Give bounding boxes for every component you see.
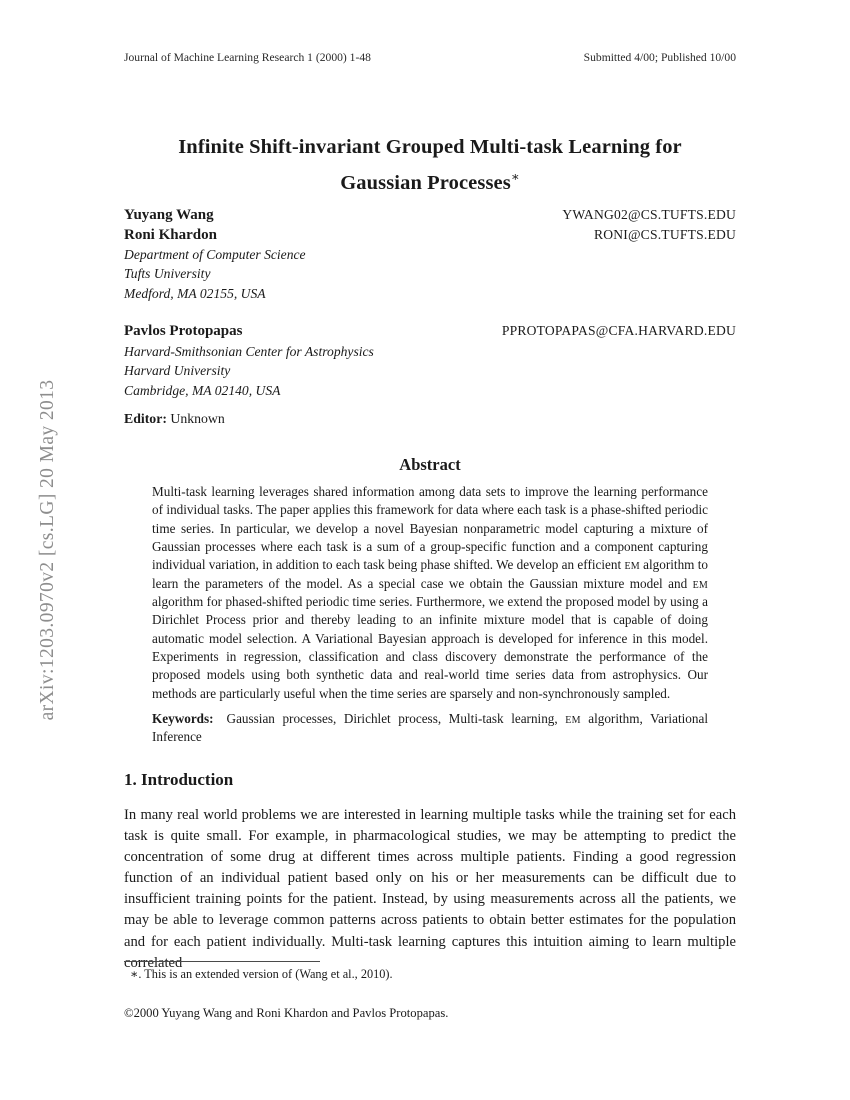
section-heading-introduction: 1. Introduction <box>124 770 234 789</box>
abstract-paragraph: Multi-task learning leverages shared information among data sets to improve the learning performance of individual tasks. The paper applies this framework for data where each task is a phase-shifted periodic time series. In particular, we develop a novel Bayesian nonparametric model capturing a mixture of Gaussian processes where each task is a sum of a group-specific function and a component capturing individual variation, in addition to each task being phase shifted. We develop an efficient em algorithm to learn the parameters of the model. As a special case we obtain the Gaussian mixture model and em algorithm for phased-shifted periodic time series. Furthermore, we extend the proposed model by using a Dirichlet Process prior and thereby leading to an infinite mixture model that is capable of doing automatic model selection. A Variational Bayesian approach is developed for inference in this model. Experiments in regression, classification and class discovery demonstrate the performance of the proposed models using both synthetic data and real-world time series data from astrophysics. Our methods are particularly useful when the time series are sparsely and non-synchronously sampled. <box>152 484 708 701</box>
footnote-text: ∗. This is an extended version of (Wang et al., 2010). <box>130 967 393 981</box>
keywords-smallcaps-em: em <box>565 711 581 727</box>
keywords-line: Keywords: Gaussian processes, Dirichlet process, Multi-task learning, em algorithm, Variational Inference <box>152 711 708 745</box>
author-email[interactable]: RONI@CS.TUFTS.EDU <box>593 226 736 242</box>
title-line-1: Infinite Shift-invariant Grouped Multi-task Learning for <box>178 136 682 158</box>
affiliation-line: Harvard-Smithsonian Center for Astrophysics <box>124 343 374 359</box>
affiliation-line: Tufts University <box>124 266 211 282</box>
arxiv-stamp <box>0 0 96 1100</box>
title-footnote-marker: ∗ <box>510 169 520 184</box>
arxiv-stamp-text: arXiv:1203.0970v2 [cs.LG] 20 May 2013 <box>37 379 58 721</box>
abstract-body <box>152 483 708 747</box>
running-head <box>124 51 736 64</box>
author-group-1 <box>124 206 736 303</box>
author-group-2 <box>124 322 736 400</box>
author-row <box>124 322 736 342</box>
author-email[interactable]: YWANG02@CS.TUFTS.EDU <box>562 207 736 222</box>
title-line-2-text: Gaussian Processes <box>340 171 511 194</box>
running-head-right: Submitted 4/00; Published 10/00 <box>583 51 736 64</box>
affiliation-line: Cambridge, MA 02140, USA <box>124 382 281 398</box>
keywords-label: Keywords: <box>152 711 214 727</box>
title-line-2 <box>124 162 736 198</box>
author-block <box>124 206 736 400</box>
editor-label: Editor: <box>124 411 167 426</box>
copyright-line: ©2000 Yuyang Wang and Roni Khardon and Pavlos Protopapas. <box>124 1006 449 1020</box>
author-row <box>124 226 736 246</box>
affiliation-line: Department of Computer Science <box>124 247 306 262</box>
affiliation-line: Harvard University <box>124 363 231 379</box>
author-name: Roni Khardon <box>124 226 217 243</box>
author-name: Yuyang Wang <box>124 207 214 223</box>
introduction-body <box>124 805 736 974</box>
editor-value: Unknown <box>170 411 225 426</box>
abstract-smallcaps-em: em <box>624 557 640 573</box>
abstract-smallcaps-em: em <box>692 575 708 591</box>
page-title <box>124 133 736 198</box>
footnote-rule <box>124 961 320 962</box>
introduction-paragraph: In many real world problems we are interested in learning multiple tasks while the training set for each task is quite small. For example, in pharmacological studies, we may be attempting to predict the concentration of some drug at different times across multiple patients. Finding a good regression function of an individual patient based only on his or her measurements can be difficult due to insufficient training points for the patient. Instead, by using measurements across all the patients, we may be able to leverage common patterns across patients to obtain better estimates for the population and for each patient individually. Multi-task learning captures this intuition aiming to learn multiple correlated <box>124 807 736 971</box>
affiliation-line: Medford, MA 02155, USA <box>124 285 266 301</box>
author-email[interactable]: PPROTOPAPAS@CFA.HARVARD.EDU <box>501 323 736 339</box>
abstract-heading: Abstract <box>399 455 461 474</box>
running-head-left: Journal of Machine Learning Research 1 (2000) 1-48 <box>124 51 371 64</box>
editor-line <box>124 411 225 427</box>
author-name: Pavlos Protopapas <box>124 323 243 340</box>
content-column <box>124 0 736 1100</box>
author-row <box>124 206 736 226</box>
